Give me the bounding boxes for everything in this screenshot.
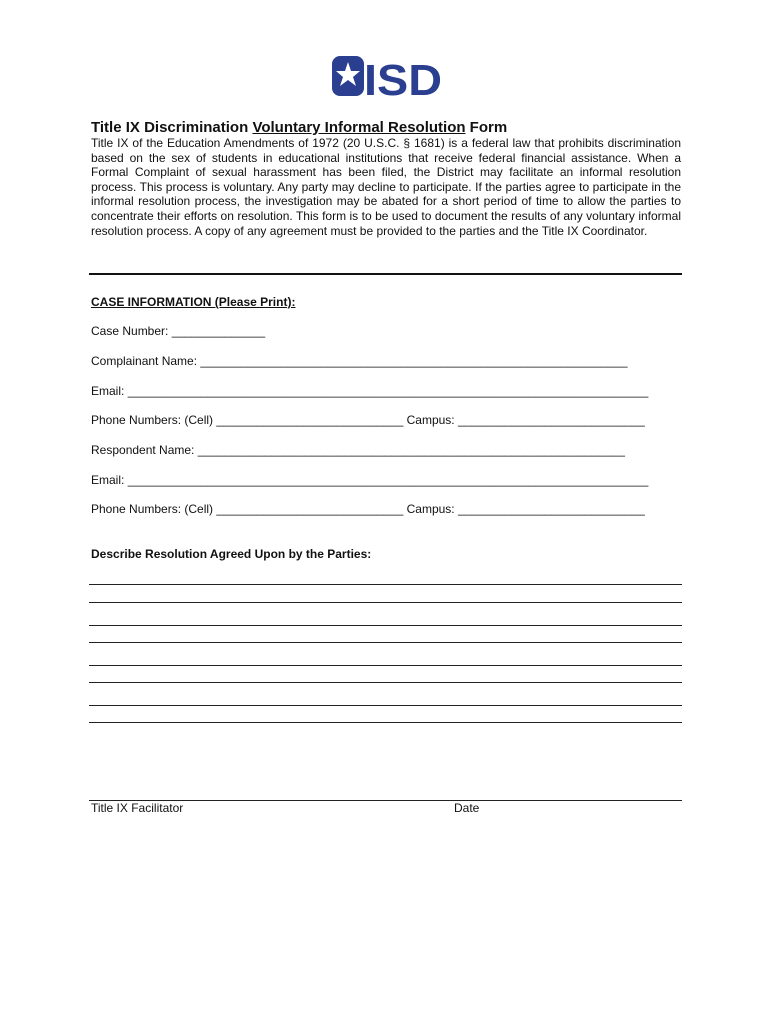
writing-line[interactable] bbox=[89, 705, 682, 706]
intro-paragraph: Title IX of the Education Amendments of 1972 (20 U.S.C. § 1681) is a federal law that prohibits discrimination based on the sex of students in educational institutions that receive federal financial assistance. When a Formal Complaint of sexual harassment has been filed, the District may facilitate an informal resolution process. This process is voluntary. Any party may decline to participate. If the parties agree to participate in the informal resolution process, the investigation may be abated for a short period of time to allow the parties to concentrate their efforts on resolution. This form is to be used to document the results of any voluntary informal resolution process. A copy of any agreement must be provided to the parties and the Title IX Coordinator. bbox=[91, 136, 681, 238]
case-number-label: Case Number: bbox=[91, 324, 169, 338]
date-label: Date bbox=[454, 801, 480, 815]
respondent-name-label: Respondent Name: bbox=[91, 443, 195, 457]
writing-line[interactable] bbox=[89, 665, 682, 666]
complainant-phone-blank[interactable]: ____________________________ bbox=[216, 413, 404, 427]
complainant-name-field[interactable] bbox=[91, 354, 628, 368]
resolution-writing-area[interactable] bbox=[89, 584, 682, 734]
case-info-heading: CASE INFORMATION (Please Print): bbox=[91, 295, 296, 309]
respondent-campus-blank[interactable]: ____________________________ bbox=[457, 502, 645, 516]
writing-line[interactable] bbox=[89, 722, 682, 723]
cisd-logo bbox=[331, 52, 443, 99]
writing-line[interactable] bbox=[89, 602, 682, 603]
respondent-phone-label: Phone Numbers: (Cell) bbox=[91, 502, 214, 516]
section-divider bbox=[89, 273, 682, 275]
respondent-email-label: Email: bbox=[91, 473, 125, 487]
case-number-field[interactable] bbox=[91, 324, 265, 338]
title-text-2: Voluntary Informal bbox=[252, 119, 389, 136]
respondent-name-blank[interactable]: ________________________________________________________________ bbox=[197, 443, 625, 457]
facilitator-label: Title IX Facilitator bbox=[91, 801, 184, 815]
complainant-email-blank[interactable]: ______________________________________________________________________________ bbox=[127, 384, 649, 398]
complainant-name-label: Complainant Name: bbox=[91, 354, 198, 368]
respondent-phone-blank[interactable]: ____________________________ bbox=[216, 502, 404, 516]
writing-line[interactable] bbox=[89, 682, 682, 683]
form-title bbox=[91, 119, 507, 136]
writing-line[interactable] bbox=[89, 625, 682, 626]
complainant-email-label: Email: bbox=[91, 384, 125, 398]
writing-line[interactable] bbox=[89, 584, 682, 585]
respondent-name-field[interactable] bbox=[91, 443, 625, 457]
title-text-3: Resolution bbox=[388, 119, 466, 136]
resolution-heading: Describe Resolution Agreed Upon by the Parties: bbox=[91, 547, 372, 561]
cisd-logo-graphic bbox=[331, 52, 443, 99]
complainant-campus-blank[interactable]: ____________________________ bbox=[457, 413, 645, 427]
title-text-1: Title IX Discrimination bbox=[91, 119, 253, 136]
writing-line[interactable] bbox=[89, 642, 682, 643]
respondent-email-blank[interactable]: ______________________________________________________________________________ bbox=[127, 473, 649, 487]
case-number-blank[interactable]: ______________ bbox=[171, 324, 266, 338]
complainant-phone-row bbox=[91, 413, 645, 427]
complainant-phone-label: Phone Numbers: (Cell) bbox=[91, 413, 214, 427]
respondent-campus-label: Campus: bbox=[406, 502, 455, 516]
respondent-email-field[interactable] bbox=[91, 473, 648, 487]
complainant-name-blank[interactable]: ________________________________________________________________ bbox=[200, 354, 628, 368]
complainant-campus-label: Campus: bbox=[406, 413, 455, 427]
title-text-4: Form bbox=[465, 119, 508, 136]
respondent-phone-row bbox=[91, 502, 645, 516]
complainant-email-field[interactable] bbox=[91, 384, 648, 398]
svg-text:ISD: ISD bbox=[364, 56, 442, 99]
